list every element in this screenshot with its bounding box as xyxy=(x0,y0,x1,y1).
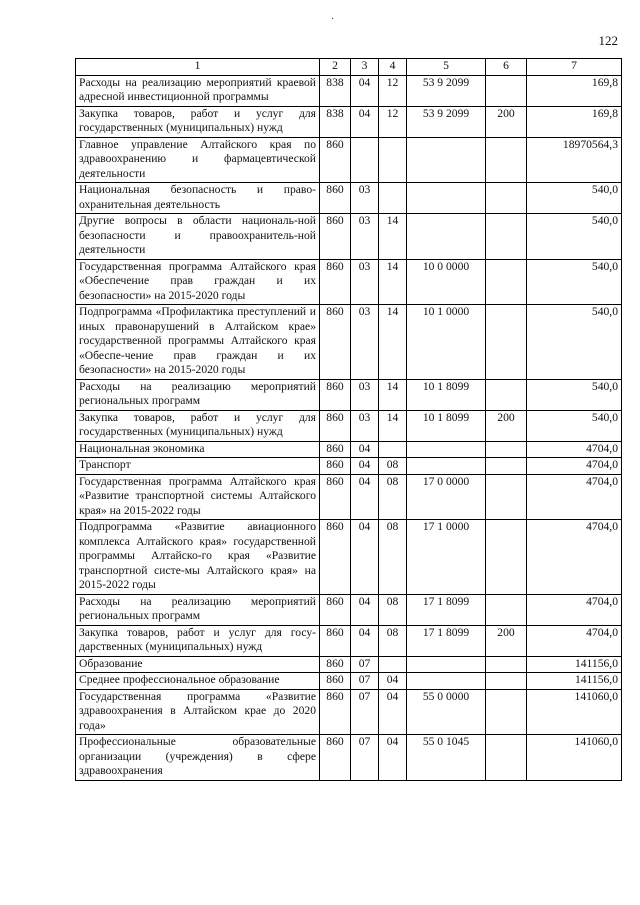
row-target-cell: 10 0 0000 xyxy=(407,259,486,305)
table-row xyxy=(76,625,622,656)
row-name-cell: Главное управление Алтайского края по здравоохранению и фармацевтической деятельности xyxy=(76,137,320,183)
table-row xyxy=(76,594,622,625)
column-header-5: 5 xyxy=(407,59,486,76)
row-code-cell: 860 xyxy=(320,305,351,380)
column-header-3: 3 xyxy=(351,59,379,76)
row-section-cell: 04 xyxy=(351,458,379,475)
row-code-cell: 860 xyxy=(320,474,351,520)
row-name-cell: Образование xyxy=(76,656,320,673)
row-section-cell: 04 xyxy=(351,474,379,520)
column-header-7: 7 xyxy=(527,59,622,76)
table-row xyxy=(76,673,622,690)
table-row xyxy=(76,183,622,214)
row-amount-cell: 540,0 xyxy=(527,379,622,410)
row-subsection-cell: 04 xyxy=(379,735,407,781)
row-code-cell: 838 xyxy=(320,75,351,106)
row-target-cell: 55 0 1045 xyxy=(407,735,486,781)
row-code-cell: 860 xyxy=(320,183,351,214)
row-amount-cell: 4704,0 xyxy=(527,474,622,520)
row-subsection-cell: 08 xyxy=(379,625,407,656)
row-type-cell xyxy=(486,458,527,475)
row-section-cell: 03 xyxy=(351,259,379,305)
row-type-cell xyxy=(486,673,527,690)
row-subsection-cell xyxy=(379,137,407,183)
row-type-cell: 200 xyxy=(486,410,527,441)
row-section-cell xyxy=(351,137,379,183)
row-subsection-cell xyxy=(379,441,407,458)
row-type-cell xyxy=(486,183,527,214)
row-subsection-cell: 08 xyxy=(379,520,407,595)
row-target-cell: 17 0 0000 xyxy=(407,474,486,520)
table-row xyxy=(76,410,622,441)
row-subsection-cell: 12 xyxy=(379,106,407,137)
row-type-cell: 200 xyxy=(486,106,527,137)
row-type-cell xyxy=(486,75,527,106)
table-row xyxy=(76,656,622,673)
row-subsection-cell: 14 xyxy=(379,259,407,305)
row-target-cell: 10 1 0000 xyxy=(407,305,486,380)
row-name-cell: Другие вопросы в области националь-ной безопасности и правоохранитель-ной деятельности xyxy=(76,214,320,260)
row-code-cell: 860 xyxy=(320,458,351,475)
table-row xyxy=(76,75,622,106)
row-subsection-cell: 14 xyxy=(379,379,407,410)
table-row xyxy=(76,689,622,735)
row-code-cell: 860 xyxy=(320,656,351,673)
row-code-cell: 860 xyxy=(320,594,351,625)
row-section-cell: 07 xyxy=(351,656,379,673)
row-code-cell: 860 xyxy=(320,520,351,595)
table-row xyxy=(76,474,622,520)
row-target-cell: 10 1 8099 xyxy=(407,410,486,441)
row-type-cell xyxy=(486,520,527,595)
row-amount-cell: 540,0 xyxy=(527,259,622,305)
row-amount-cell: 540,0 xyxy=(527,305,622,380)
row-code-cell: 860 xyxy=(320,735,351,781)
row-section-cell: 04 xyxy=(351,106,379,137)
row-target-cell xyxy=(407,673,486,690)
table-row xyxy=(76,441,622,458)
row-target-cell: 10 1 8099 xyxy=(407,379,486,410)
row-target-cell xyxy=(407,137,486,183)
row-name-cell: Государственная программа Алтайского края «Обеспечение прав граждан и их безопасности» на 2015-2020 годы xyxy=(76,259,320,305)
row-code-cell: 860 xyxy=(320,441,351,458)
table-row xyxy=(76,458,622,475)
row-section-cell: 07 xyxy=(351,673,379,690)
row-target-cell xyxy=(407,441,486,458)
row-code-cell: 860 xyxy=(320,137,351,183)
row-type-cell: 200 xyxy=(486,625,527,656)
row-target-cell xyxy=(407,656,486,673)
row-code-cell: 860 xyxy=(320,379,351,410)
table-row xyxy=(76,520,622,595)
row-code-cell: 860 xyxy=(320,410,351,441)
row-name-cell: Государственная программа «Развитие здравоохранения в Алтайском крае до 2020 года» xyxy=(76,689,320,735)
table-row xyxy=(76,137,622,183)
row-target-cell: 55 0 0000 xyxy=(407,689,486,735)
row-subsection-cell xyxy=(379,656,407,673)
column-header-1: 1 xyxy=(76,59,320,76)
row-type-cell xyxy=(486,441,527,458)
row-type-cell xyxy=(486,305,527,380)
row-target-cell: 17 1 8099 xyxy=(407,594,486,625)
row-section-cell: 07 xyxy=(351,689,379,735)
row-subsection-cell: 04 xyxy=(379,673,407,690)
page-number: 122 xyxy=(598,33,618,48)
table-row xyxy=(76,106,622,137)
row-amount-cell: 540,0 xyxy=(527,183,622,214)
row-code-cell: 860 xyxy=(320,673,351,690)
row-subsection-cell: 04 xyxy=(379,689,407,735)
row-type-cell xyxy=(486,656,527,673)
row-code-cell: 860 xyxy=(320,259,351,305)
row-type-cell xyxy=(486,689,527,735)
row-section-cell: 04 xyxy=(351,75,379,106)
row-name-cell: Расходы на реализацию мероприятий региональных программ xyxy=(76,379,320,410)
table-row xyxy=(76,305,622,380)
row-target-cell xyxy=(407,458,486,475)
row-amount-cell: 4704,0 xyxy=(527,594,622,625)
row-amount-cell: 4704,0 xyxy=(527,625,622,656)
row-type-cell xyxy=(486,379,527,410)
row-subsection-cell xyxy=(379,183,407,214)
row-amount-cell: 18970564,3 xyxy=(527,137,622,183)
row-subsection-cell: 14 xyxy=(379,410,407,441)
row-amount-cell: 169,8 xyxy=(527,106,622,137)
row-code-cell: 838 xyxy=(320,106,351,137)
row-name-cell: Расходы на реализацию мероприятий региональных программ xyxy=(76,594,320,625)
row-code-cell: 860 xyxy=(320,625,351,656)
row-amount-cell: 141156,0 xyxy=(527,673,622,690)
row-amount-cell: 540,0 xyxy=(527,214,622,260)
row-type-cell xyxy=(486,259,527,305)
row-amount-cell: 141060,0 xyxy=(527,689,622,735)
row-code-cell: 860 xyxy=(320,689,351,735)
table-row xyxy=(76,259,622,305)
row-section-cell: 04 xyxy=(351,625,379,656)
row-target-cell xyxy=(407,183,486,214)
row-subsection-cell: 12 xyxy=(379,75,407,106)
row-subsection-cell: 08 xyxy=(379,458,407,475)
row-target-cell xyxy=(407,214,486,260)
row-code-cell: 860 xyxy=(320,214,351,260)
row-section-cell: 07 xyxy=(351,735,379,781)
row-amount-cell: 141156,0 xyxy=(527,656,622,673)
row-section-cell: 04 xyxy=(351,594,379,625)
row-subsection-cell: 08 xyxy=(379,594,407,625)
row-name-cell: Закупка товаров, работ и услуг для госу-дарственных (муниципальных) нужд xyxy=(76,625,320,656)
row-amount-cell: 141060,0 xyxy=(527,735,622,781)
row-name-cell: Национальная экономика xyxy=(76,441,320,458)
table-body xyxy=(76,75,622,780)
row-amount-cell: 4704,0 xyxy=(527,441,622,458)
row-subsection-cell: 08 xyxy=(379,474,407,520)
row-section-cell: 03 xyxy=(351,183,379,214)
row-target-cell: 17 1 8099 xyxy=(407,625,486,656)
row-subsection-cell: 14 xyxy=(379,214,407,260)
row-type-cell xyxy=(486,214,527,260)
row-name-cell: Среднее профессиональное образование xyxy=(76,673,320,690)
row-name-cell: Профессиональные образовательные организации (учреждения) в сфере здравоохранения xyxy=(76,735,320,781)
row-subsection-cell: 14 xyxy=(379,305,407,380)
row-name-cell: Транспорт xyxy=(76,458,320,475)
row-target-cell: 17 1 0000 xyxy=(407,520,486,595)
table-header-row xyxy=(76,59,622,76)
row-section-cell: 03 xyxy=(351,379,379,410)
row-amount-cell: 540,0 xyxy=(527,410,622,441)
row-name-cell: Закупка товаров, работ и услуг для государственных (муниципальных) нужд xyxy=(76,410,320,441)
row-type-cell xyxy=(486,594,527,625)
row-target-cell: 53 9 2099 xyxy=(407,75,486,106)
table-row xyxy=(76,379,622,410)
row-amount-cell: 169,8 xyxy=(527,75,622,106)
row-section-cell: 03 xyxy=(351,214,379,260)
column-header-4: 4 xyxy=(379,59,407,76)
table-row xyxy=(76,735,622,781)
row-target-cell: 53 9 2099 xyxy=(407,106,486,137)
row-name-cell: Расходы на реализацию мероприятий краевой адресной инвестиционной программы xyxy=(76,75,320,106)
row-section-cell: 04 xyxy=(351,441,379,458)
row-type-cell xyxy=(486,735,527,781)
row-type-cell xyxy=(486,474,527,520)
row-amount-cell: 4704,0 xyxy=(527,458,622,475)
row-amount-cell: 4704,0 xyxy=(527,520,622,595)
row-section-cell: 03 xyxy=(351,410,379,441)
row-type-cell xyxy=(486,137,527,183)
budget-table xyxy=(75,58,622,781)
row-name-cell: Государственная программа Алтайского края «Развитие транспортной системы Алтайского края» на 2015-2022 годы xyxy=(76,474,320,520)
row-name-cell: Подпрограмма «Развитие авиационного комплекса Алтайского края» государственной программы Алтайско-го края «Развитие транспортной систе-мы Алтайского края» на 2015-2022 годы xyxy=(76,520,320,595)
row-name-cell: Подпрограмма «Профилактика преступлений и иных правонарушений в Алтайском крае» государственной программы Алтайского края «Обеспе-чение прав граждан и их безопасности» на 2015-2020 годы xyxy=(76,305,320,380)
center-mark: · xyxy=(331,14,335,25)
row-section-cell: 04 xyxy=(351,520,379,595)
row-name-cell: Национальная безопасность и право-охранительная деятельность xyxy=(76,183,320,214)
column-header-6: 6 xyxy=(486,59,527,76)
row-name-cell: Закупка товаров, работ и услуг для государственных (муниципальных) нужд xyxy=(76,106,320,137)
row-section-cell: 03 xyxy=(351,305,379,380)
table-row xyxy=(76,214,622,260)
column-header-2: 2 xyxy=(320,59,351,76)
